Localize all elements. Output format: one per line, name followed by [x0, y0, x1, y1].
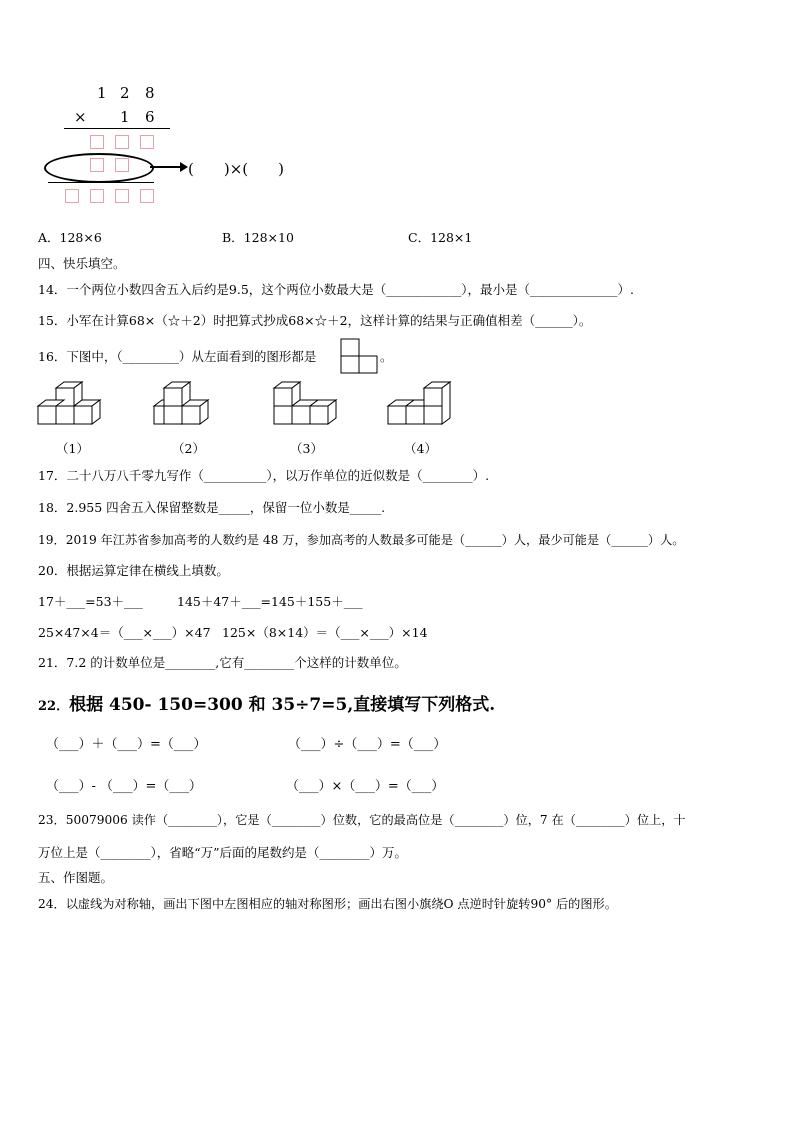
left-view-shape [340, 338, 380, 374]
answer-box[interactable] [115, 189, 129, 203]
bottom-digit-2: 6 [145, 108, 155, 126]
section-4-title: 四、快乐填空。 [38, 256, 126, 271]
top-digit-2: 2 [120, 84, 130, 102]
question-21: 21．7.2 的计数单位是________,它有________个这样的计数单位。 [38, 655, 407, 670]
question-23-line-2: 万位上是（________），省略“万”后面的尾数约是（________）万。 [38, 845, 408, 860]
question-22-heading [38, 690, 495, 715]
question-16-text: 16．下图中，（_________）从左面看到的图形都是 [38, 349, 317, 364]
section-5-title: 五、作图题。 [38, 870, 114, 885]
partial-product-ellipse [44, 153, 154, 183]
cube-figure-2 [150, 380, 222, 430]
multiplication-rule-1 [64, 128, 170, 129]
answer-box[interactable] [140, 135, 154, 149]
question-22-row-2b: （___）×（___）=（___） [286, 779, 445, 794]
question-17: 17．二十八万八千零九写作（__________），以万作单位的近似数是（________）. [38, 468, 490, 483]
question-14: 14．一个两位小数四舍五入后约是9.5，这个两位小数最大是（____________），最小是（______________）. [38, 282, 635, 297]
figure-label-1: （1） [56, 441, 89, 456]
choice-a[interactable]: A．128×6 [38, 230, 102, 245]
question-22-number: 22． [38, 699, 70, 714]
arrow-expression: ( )×( ) [188, 160, 284, 178]
question-22-row-2a: （___）- （___）=（___） [46, 779, 202, 794]
times-sign: × [74, 108, 87, 126]
top-digit-1: 1 [97, 84, 107, 102]
multiplication-rule-2 [48, 182, 154, 183]
question-20-row-1a: 17＋___=53＋___ [38, 594, 143, 609]
question-20-row-1b: 145＋47＋___=145＋155＋___ [177, 594, 363, 609]
question-22-row-1b: （___）÷（___）=（___） [288, 737, 447, 752]
question-24: 24．以虚线为对称轴，画出下图中左图相应的轴对称图形；画出右图小旗绕O 点逆时针旋转90° 后的图形。 [38, 897, 617, 911]
question-20-title: 20．根据运算定律在横线上填数。 [38, 563, 229, 578]
figure-label-3: （3） [290, 441, 323, 456]
question-19: 19．2019 年江苏省参加高考的人数约是 48 万，参加高考的人数最多可能是（______）人，最少可能是（______）人。 [38, 533, 685, 547]
question-23-line-1: 23．50079006 读作（________），它是（________）位数，它的最高位是（________）位，7 在（________）位上，十 [38, 813, 686, 827]
cube-figure-4 [384, 380, 456, 430]
answer-box[interactable] [90, 189, 104, 203]
answer-box[interactable] [115, 135, 129, 149]
cube-figure-1 [34, 380, 106, 430]
arrow-icon [150, 160, 190, 174]
top-digit-3: 8 [145, 84, 155, 102]
figure-label-2: （2） [172, 441, 205, 456]
figure-label-4: （4） [404, 441, 437, 456]
question-16-end: 。 [380, 349, 393, 364]
answer-box[interactable] [65, 189, 79, 203]
cube-figure-3 [270, 380, 342, 430]
bottom-digit-1: 1 [120, 108, 130, 126]
question-20-row-2a: 25×47×4＝（___×___）×47 [38, 625, 211, 640]
answer-box[interactable] [90, 135, 104, 149]
question-22-text: 根据 450- 150=300 和 35÷7=5,直接填写下列格式. [69, 695, 496, 715]
question-20-row-2b: 125×（8×14）＝（___×___）×14 [222, 625, 428, 640]
answer-box[interactable] [140, 189, 154, 203]
question-22-row-1a: （___）＋（___）=（___） [46, 737, 207, 752]
question-18: 18．2.955 四舍五入保留整数是_____，保留一位小数是_____. [38, 500, 386, 515]
question-15: 15．小军在计算68×（☆＋2）时把算式抄成68×☆＋2，这样计算的结果与正确值相差（______）。 [38, 313, 592, 328]
choice-c[interactable]: C．128×1 [408, 230, 473, 245]
choice-b[interactable]: B．128×10 [222, 230, 294, 245]
